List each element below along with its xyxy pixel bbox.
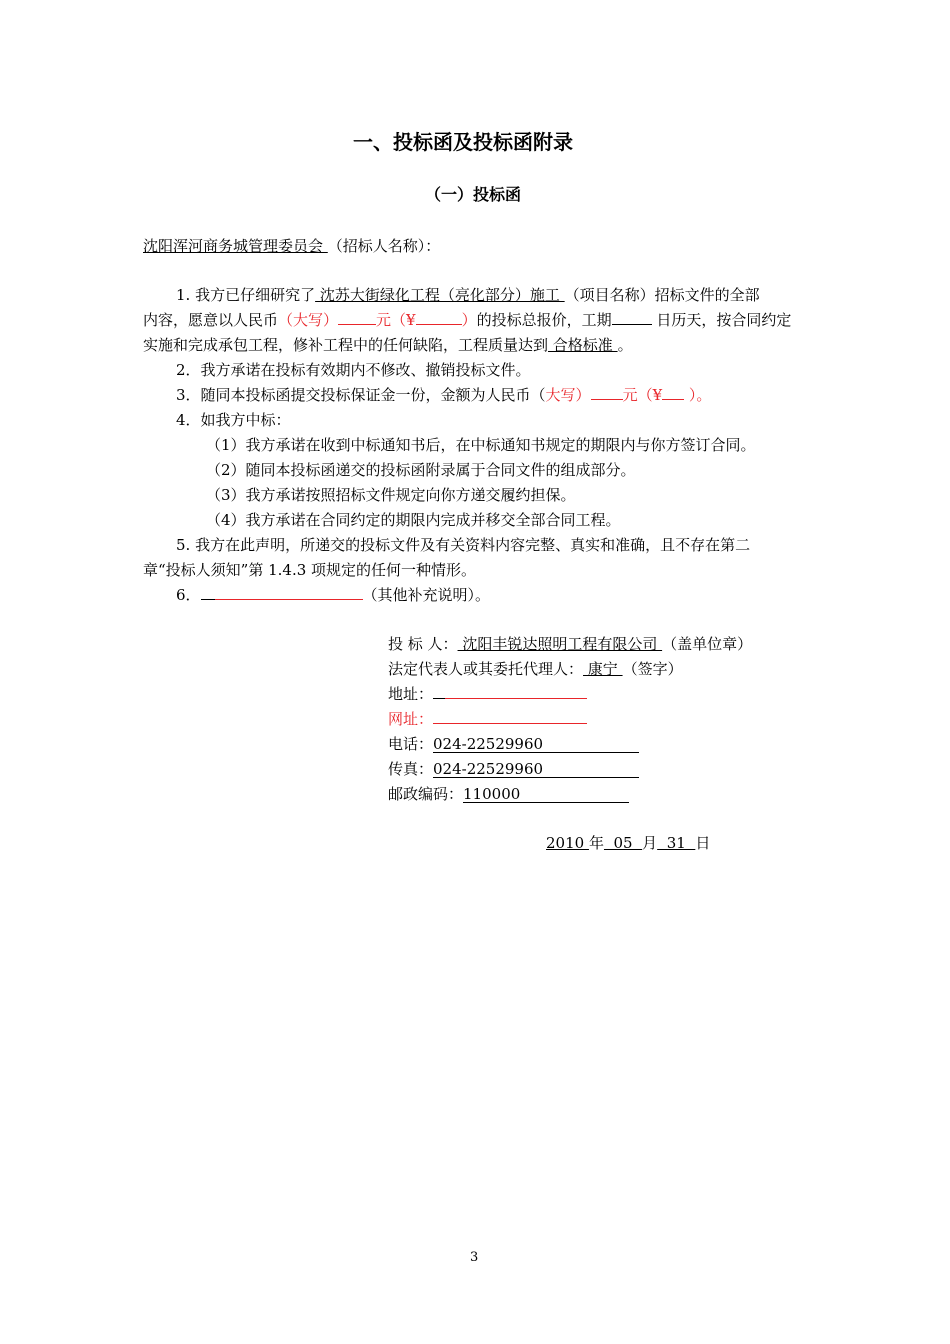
date-month: 05 — [603, 834, 643, 852]
fax-value: 024-22529960 — [433, 760, 544, 778]
yuan-label: 元（¥ — [376, 311, 416, 329]
address-blank — [445, 698, 587, 699]
fax-label: 传真： — [388, 760, 434, 778]
item-6 — [176, 585, 490, 605]
item-1-text: 内容，愿意以人民币 — [143, 311, 279, 329]
phone-value-wrap — [433, 736, 639, 753]
representative-line — [388, 659, 683, 679]
fax-value-wrap — [433, 761, 639, 778]
item-1-text: 的投标总报价，工期 — [476, 311, 612, 329]
address-label: 地址： — [388, 685, 434, 703]
duration-blank — [612, 324, 652, 325]
postcode-value-wrap — [463, 786, 629, 803]
item-1-text: 日历天，按合同约定 — [651, 311, 792, 329]
day-unit: 日 — [695, 834, 711, 852]
month-unit: 月 — [642, 834, 658, 852]
date-day: 31 — [657, 834, 696, 852]
item-1-text: 实施和完成承包工程，修补工程中的任何缺陷，工程质量达到 — [143, 336, 549, 354]
date-year: 2010 — [546, 834, 589, 852]
uppercase-label: 大写） — [545, 386, 591, 404]
item-4-sub-1: （1）我方承诺在收到中标通知书后，在中标通知书规定的期限内与你方签订合同。 — [206, 436, 756, 454]
item-1-line-3 — [143, 335, 633, 355]
website-line — [388, 709, 587, 729]
uppercase-label: （大写） — [278, 311, 339, 329]
date-line — [546, 833, 710, 853]
deposit-number-blank — [662, 399, 684, 400]
bidder-label: 投 标 人： — [388, 635, 458, 653]
year-unit: 年 — [588, 834, 604, 852]
bidder-name: 沈阳丰锐达照明工程有限公司 — [457, 635, 663, 653]
postcode-label: 邮政编码： — [388, 785, 464, 803]
item-6-number: 6． — [176, 586, 201, 604]
item-2: 2．我方承诺在投标有效期内不修改、撤销投标文件。 — [176, 361, 531, 379]
phone-value: 024-22529960 — [433, 735, 544, 753]
project-name: 沈苏大街绿化工程（亮化部分）施工 — [315, 286, 565, 304]
address-line — [388, 684, 587, 704]
close-paren: ） — [461, 311, 477, 329]
item-5-line-1: 5. 我方在此声明，所递交的投标文件及有关资料内容完整、真实和准确，且不存在第二 — [176, 536, 751, 554]
website-label: 网址： — [388, 710, 434, 728]
phone-line — [388, 734, 639, 754]
item-5-line-2: 章“投标人须知”第 1.4.3 项规定的任何一种情形。 — [143, 561, 477, 579]
page-number: 3 — [470, 1250, 479, 1265]
amount-number-blank — [416, 324, 462, 325]
signature-note: （签字） — [622, 660, 683, 678]
item-3 — [176, 385, 711, 405]
quality-standard: 合格标准 — [548, 336, 618, 354]
yuan-label: 元（¥ — [622, 386, 663, 404]
representative-name: 康宁 — [583, 660, 623, 678]
section-subtitle: （一）投标函 — [425, 185, 522, 204]
item-1-end: 。 — [617, 336, 633, 354]
item-1-prefix: 1. 我方已仔细研究了 — [176, 286, 316, 304]
item-4: 4．如我方中标： — [176, 411, 291, 429]
postcode-line — [388, 784, 629, 804]
close-paren: ）。 — [684, 386, 712, 404]
address-blank-lead — [433, 698, 445, 699]
item-1-line-2 — [143, 310, 791, 330]
addressee-line — [143, 236, 440, 256]
item-1-mid: （项目名称）招标文件的全部 — [564, 286, 760, 304]
seal-note: （盖单位章） — [662, 635, 753, 653]
supplement-blank-lead — [201, 599, 215, 600]
fax-line — [388, 759, 639, 779]
representative-label: 法定代表人或其委托代理人： — [388, 660, 584, 678]
website-blank — [433, 723, 587, 724]
tenderer-name-note: （招标人名称）： — [327, 237, 441, 255]
deposit-uppercase-blank — [591, 399, 623, 400]
item-4-sub-3: （3）我方承诺按照招标文件规定向你方递交履约担保。 — [206, 486, 576, 504]
amount-uppercase-blank — [338, 324, 376, 325]
bidder-line — [388, 634, 752, 654]
item-4-sub-2: （2）随同本投标函递交的投标函附录属于合同文件的组成部分。 — [206, 461, 636, 479]
tenderer-name: 沈阳浑河商务城管理委员会 — [143, 237, 328, 255]
page-title: 一、投标函及投标函附录 — [353, 130, 573, 154]
supplement-blank — [215, 599, 363, 600]
phone-label: 电话： — [388, 735, 434, 753]
postcode-value: 110000 — [463, 785, 521, 803]
item-4-sub-4: （4）我方承诺在合同约定的期限内完成并移交全部合同工程。 — [206, 511, 621, 529]
item-3-text: 3．随同本投标函提交投标保证金一份，金额为人民币（ — [176, 386, 546, 404]
supplement-note: （其他补充说明）。 — [362, 586, 491, 604]
item-1-line-1 — [176, 285, 760, 305]
